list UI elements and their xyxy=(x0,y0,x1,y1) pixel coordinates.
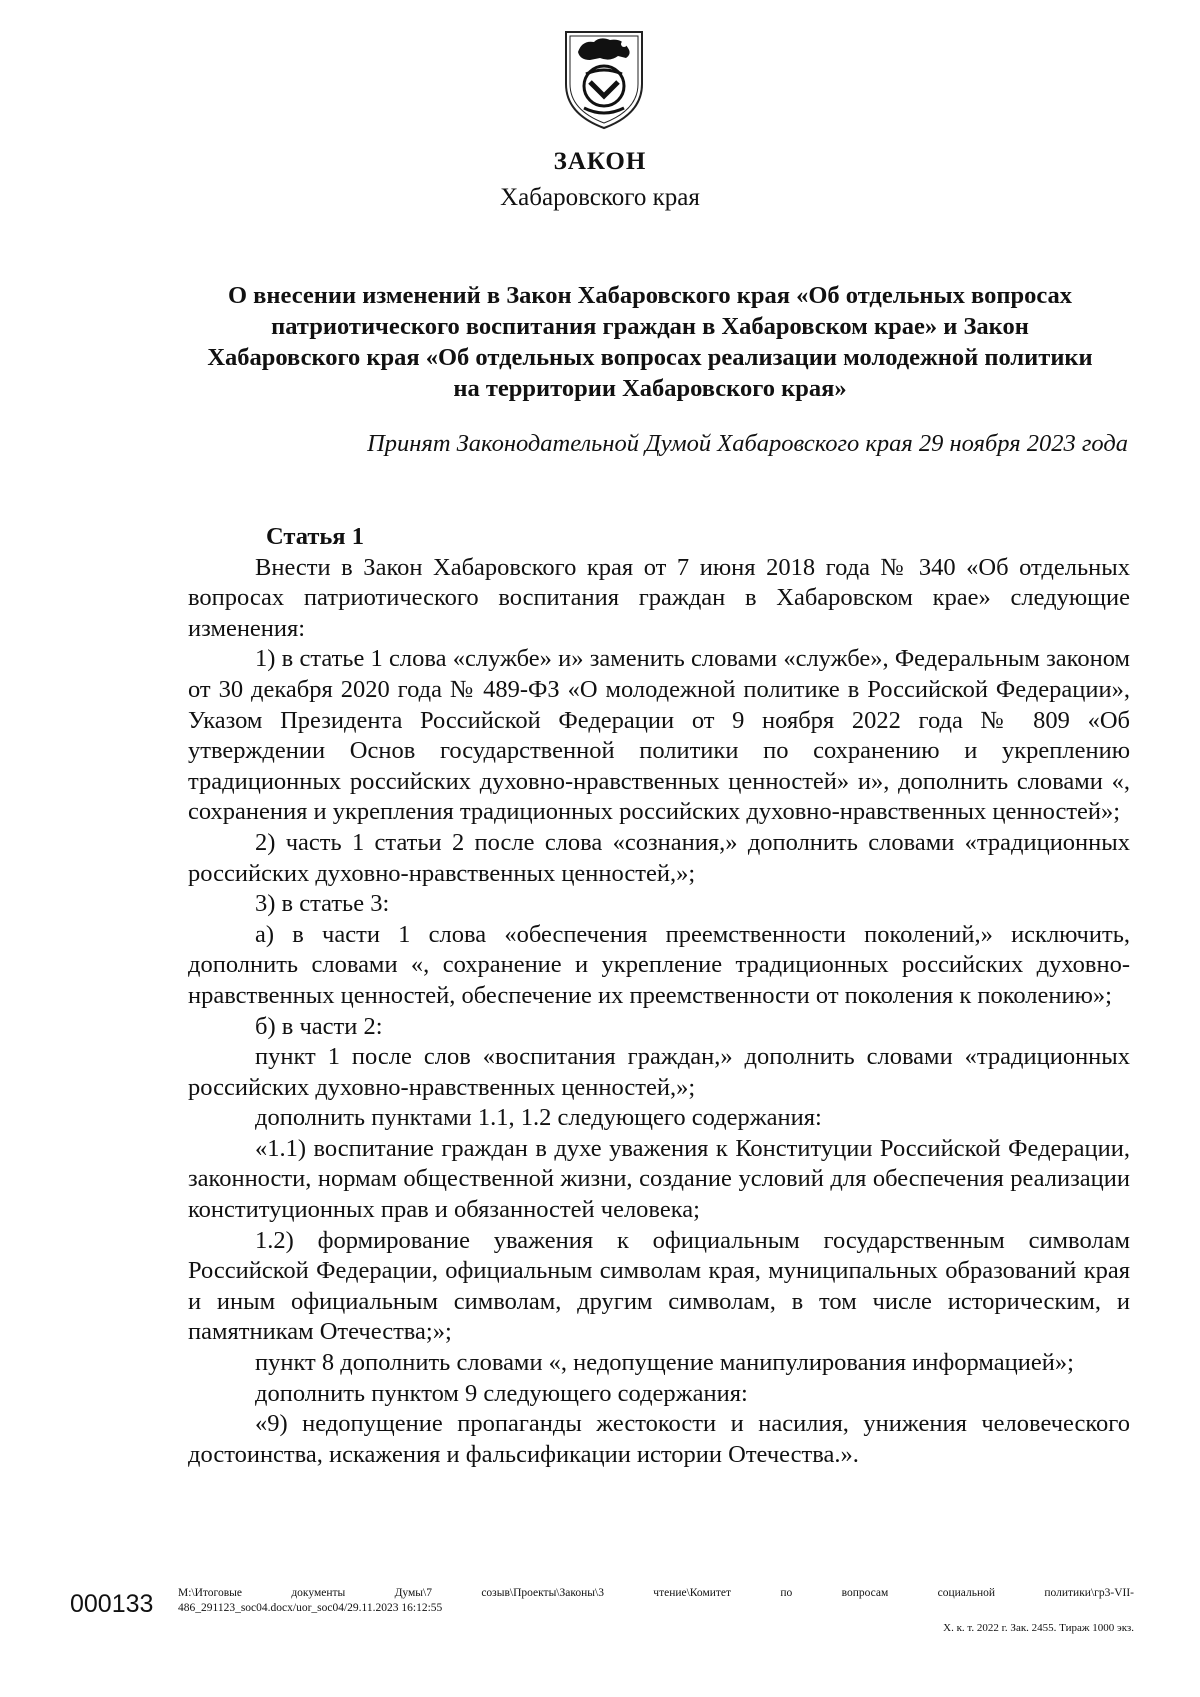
article-paragraph: Внести в Закон Хабаровского края от 7 июня 2018 года № 340 «Об отдельных вопросах патриотического воспитания граждан в Хабаровском крае» следующие изменения: xyxy=(188,553,1130,642)
file-path-line-2: 486_291123_soc04.docx/uor_soc04/29.11.2023 16:12:55 xyxy=(178,1602,443,1614)
print-info: Х. к. т. 2022 г. Зак. 2455. Тираж 1000 экз. xyxy=(943,1622,1134,1634)
khabarovsk-coat-of-arms-icon xyxy=(556,22,652,132)
article-paragraph: а) в части 1 слова «обеспечения преемственности поколений,» исключить, дополнить словами «, сохранение и укрепление традиционных российских духовно-нравственных ценностей, обеспечение их преемственности от поколения к поколению»; xyxy=(188,920,1130,1009)
article-paragraph: «9) недопущение пропаганды жестокости и насилия, унижения человеческого достоинства, искажения и фальсификации истории Отечества.». xyxy=(188,1410,1130,1468)
article-paragraph: 3) в статье 3: xyxy=(255,890,390,918)
article-paragraph: 1) в статье 1 слова «службе» и» заменить словами «службе», Федеральным законом от 30 декабря 2020 года № 489-ФЗ «О молодежной политике в Российской Федерации», Указом Президента Российской Федерации от 9 ноября 2022 года № 809 «Об утверждении Основ государственной политики по сохранению и укреплению традиционных российских духовно-нравственных ценностей» и», дополнить словами «, сохранения и укрепления традиционных российских духовно-нравственных ценностей»; xyxy=(188,645,1130,826)
document-number: 000133 xyxy=(70,1590,154,1618)
file-path-line-1: M:\Итоговые документы Думы\7 созыв\Проекты\Законы\3 чтение\Комитет по вопросам социальной политики\гр3-VII- xyxy=(178,1587,1134,1599)
article-paragraph: дополнить пунктом 9 следующего содержания: xyxy=(255,1379,748,1407)
article-title: Статья 1 xyxy=(266,523,364,550)
article-paragraph: 1.2) формирование уважения к официальным государственным символам Российской Федерации, официальным символам края, муниципальных образований края и иным официальным символам, другим символам, в том числе историческим, и памятникам Отечества;»; xyxy=(188,1226,1130,1346)
law-heading: О внесении изменений в Закон Хабаровского края «Об отдельных вопросах патриотического воспитания граждан в Хабаровском крае» и Закон Хабаровского края «Об отдельных вопросах реализации молодежной политики на территории Хабаровского края» xyxy=(207,282,1093,402)
article-paragraph: пункт 1 после слов «воспитания граждан,» дополнить словами «традиционных российских духовно-нравственных ценностей,»; xyxy=(188,1043,1130,1101)
article-paragraph: «1.1) воспитание граждан в духе уважения к Конституции Российской Федерации, законности, нормам общественной жизни, создание условий для обеспечения реализации конституционных прав и обязанностей человека; xyxy=(188,1134,1130,1224)
article-body xyxy=(188,522,1130,1470)
law-title: ЗАКОН xyxy=(553,148,647,175)
adoption-note: Принят Законодательной Думой Хабаровского края 29 ноября 2023 года xyxy=(367,430,1128,457)
article-paragraph: 2) часть 1 статьи 2 после слова «сознания,» дополнить словами «традиционных российских духовно-нравственных ценностей,»; xyxy=(188,828,1130,887)
article-paragraph: дополнить пунктами 1.1, 1.2 следующего содержания: xyxy=(255,1104,822,1132)
law-subtitle: Хабаровского края xyxy=(500,184,700,211)
file-path-footer xyxy=(178,1586,1134,1616)
article-paragraph: пункт 8 дополнить словами «, недопущение манипулирования информацией»; xyxy=(255,1349,1074,1377)
article-paragraph: б) в части 2: xyxy=(255,1012,383,1040)
